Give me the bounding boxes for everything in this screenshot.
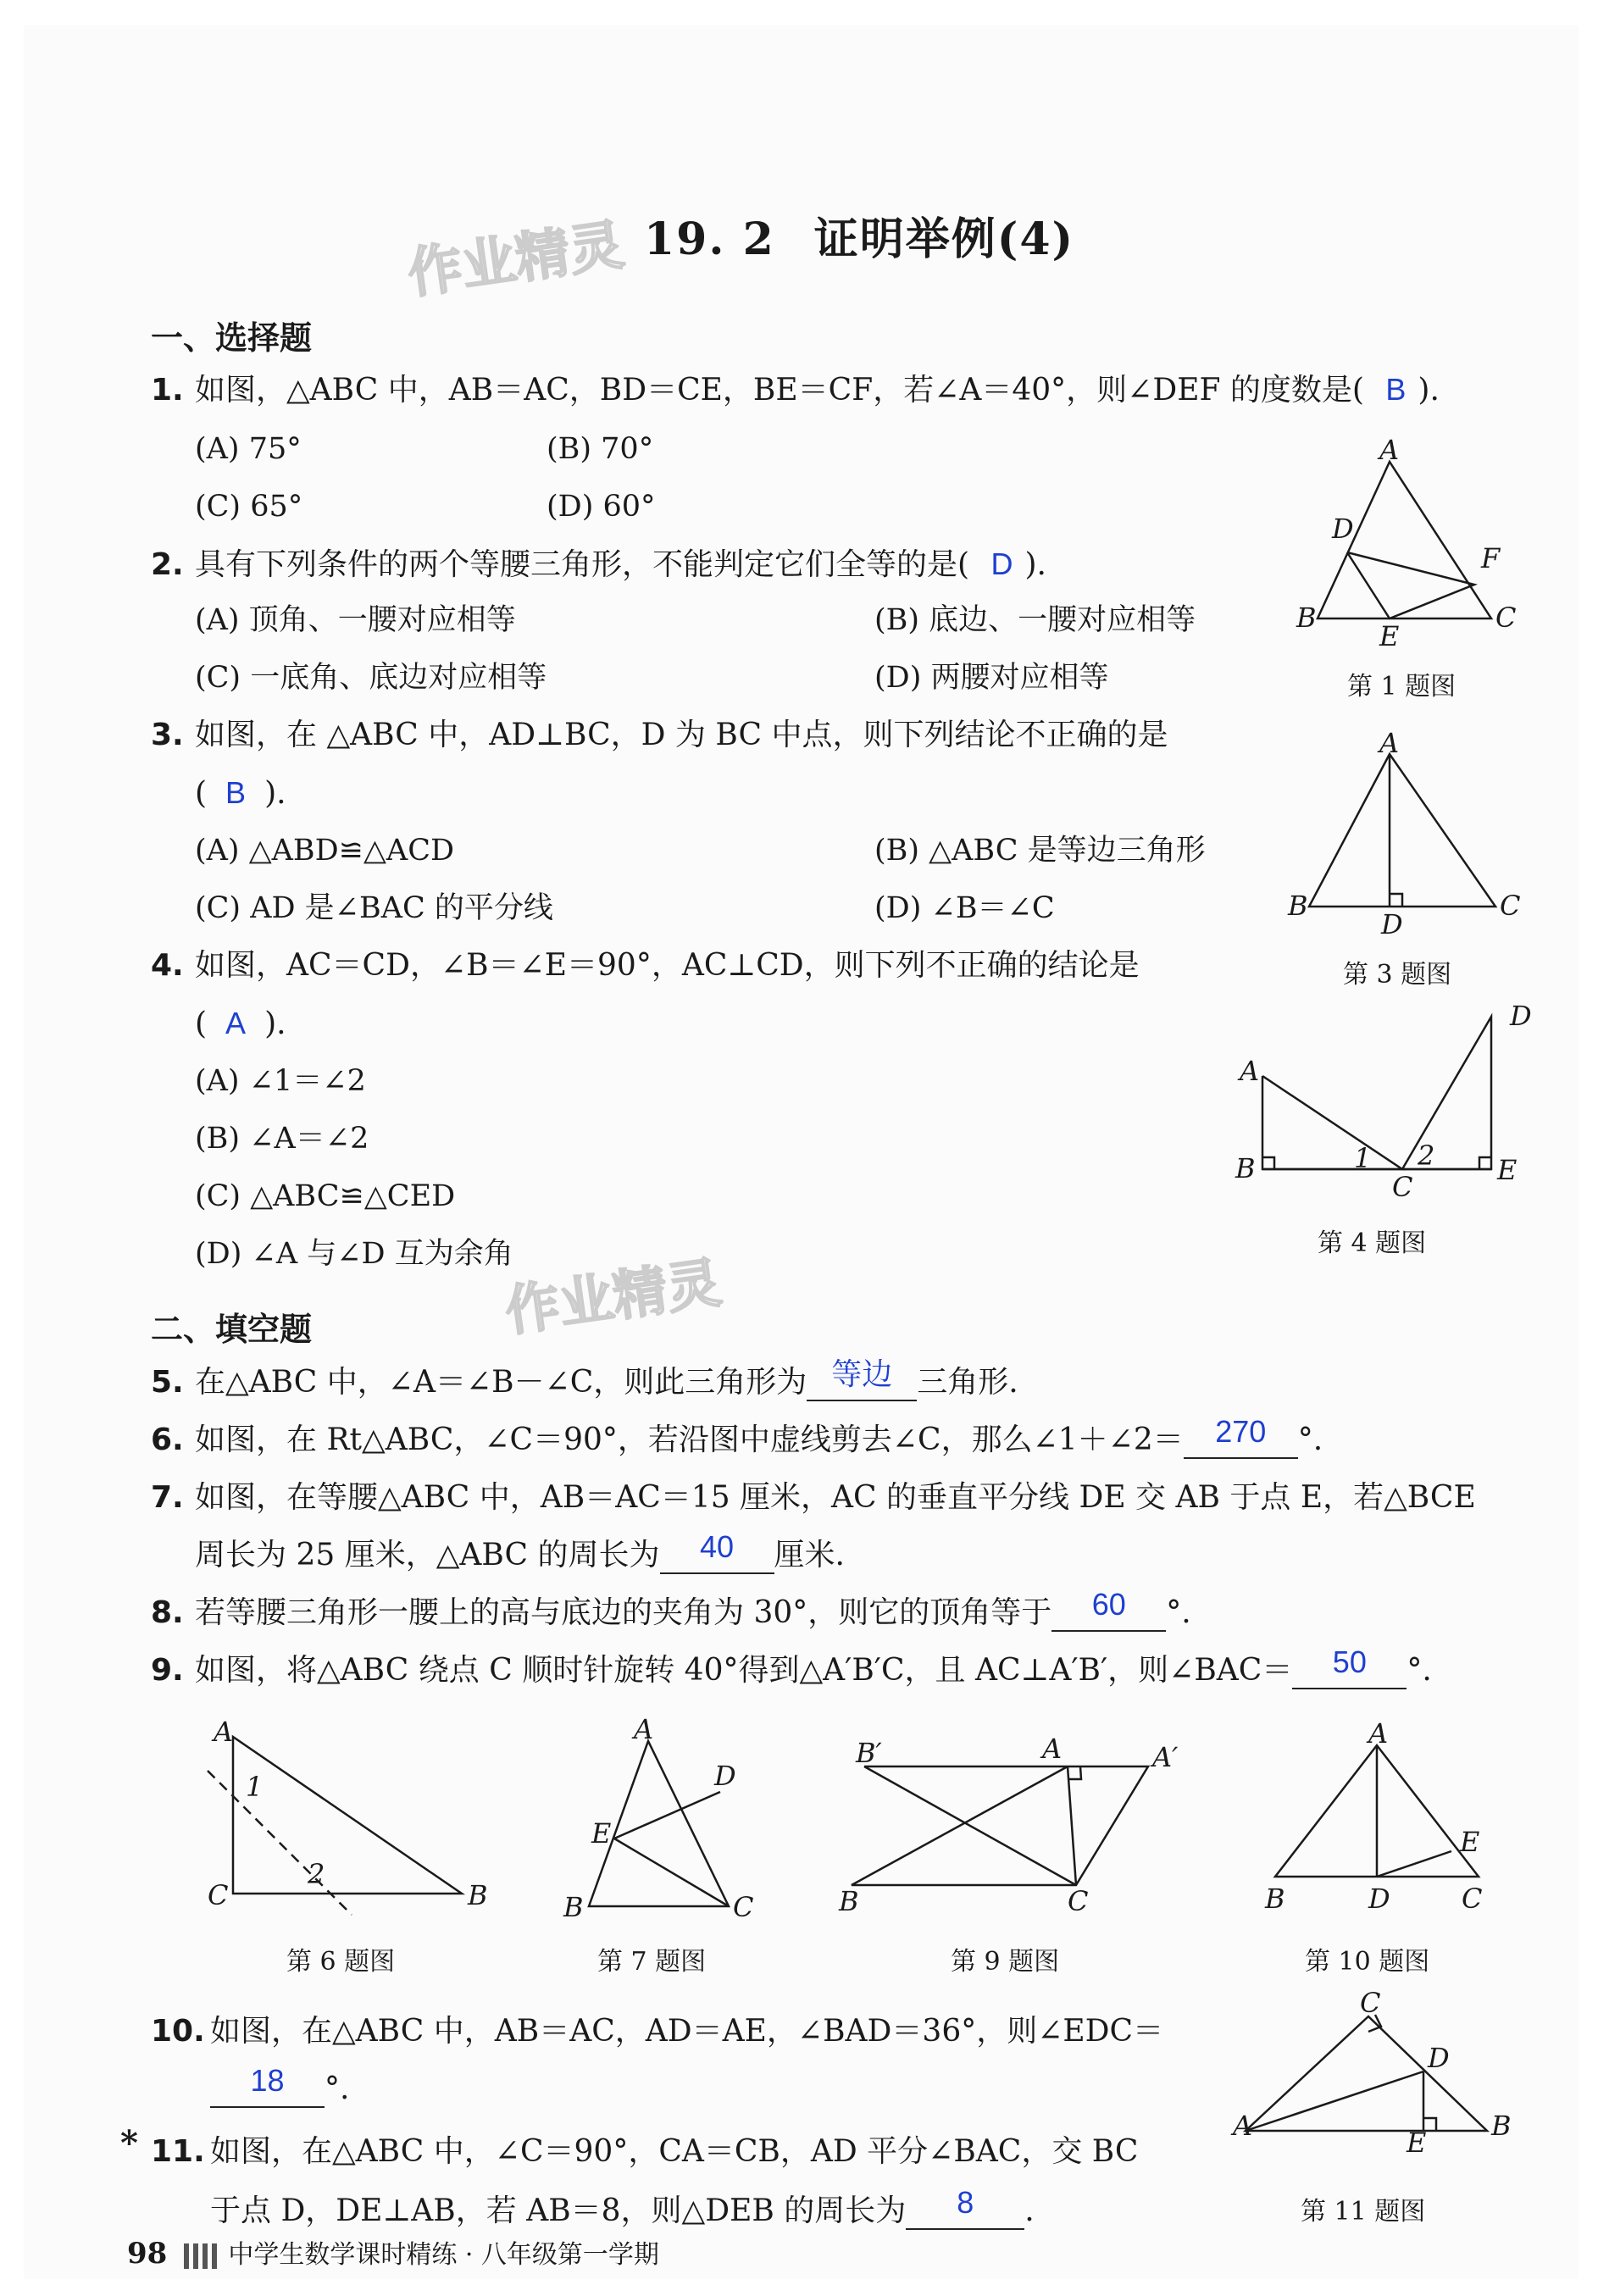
- triangle-ced: [1402, 1017, 1491, 1169]
- label-b: B: [1296, 602, 1317, 634]
- label-c: C: [1495, 602, 1517, 634]
- option: (B) 底边、一腰对应相等: [874, 603, 1196, 637]
- bisector-ad: [1246, 2071, 1423, 2131]
- blank-6[interactable]: [1184, 1414, 1298, 1459]
- figure-q3: [1288, 727, 1525, 940]
- option: (D) 两腰对应相等: [874, 661, 1109, 695]
- caption-q1: 第 1 题图: [1347, 672, 1457, 702]
- question-6: 6. 如图，在 Rt△ABC，∠C＝90°，若沿图中虚线剪去∠C，那么∠1＋∠2＝ 270 °.: [151, 1414, 1323, 1457]
- option: (D) ∠A 与∠D 互为余角: [195, 1237, 513, 1271]
- label-c: C: [733, 1891, 754, 1923]
- option: (A) △ABD≌△ACD: [195, 834, 455, 868]
- section-fill: 二、填空题: [151, 1311, 313, 1348]
- label-c: C: [1360, 1987, 1381, 2019]
- bisector-de: [614, 1792, 720, 1838]
- answer-1: B: [1385, 372, 1407, 407]
- label-d: D: [1428, 2042, 1450, 2074]
- label-d: D: [1332, 513, 1354, 545]
- option: (A) ∠1＝∠2: [195, 1064, 366, 1098]
- label-a: A: [1240, 1055, 1260, 1087]
- label-a: A: [1233, 2110, 1253, 2142]
- option: (D) 60°: [547, 490, 656, 524]
- question-10-line-2: 18 °.: [210, 2071, 349, 2108]
- page-footer: [127, 2233, 659, 2271]
- label-a: A: [1368, 1717, 1389, 1750]
- triangle-abc: [1262, 1076, 1402, 1169]
- right-angle-e: [1479, 1157, 1491, 1169]
- label-b: B: [1235, 1152, 1256, 1184]
- question-11-line-2: 于点 D，DE⊥AB，若 AB＝8，则△DEB 的周长为 8 .: [210, 2185, 1035, 2228]
- caption-q9: 第 9 题图: [951, 1947, 1060, 1977]
- answer-11: 8: [957, 2185, 974, 2220]
- answer-4: A: [225, 1006, 247, 1040]
- label-b: B: [1491, 2110, 1512, 2142]
- triangle-abc: [233, 1737, 462, 1894]
- right-angle-mark: [1068, 1766, 1081, 1779]
- question-2: 2. 具有下列条件的两个等腰三角形，不能判定它们全等的是( D ).: [151, 546, 1046, 582]
- label-e: E: [1460, 1826, 1480, 1858]
- label-c: C: [1500, 890, 1521, 922]
- option: (C) △ABC≌△CED: [195, 1179, 456, 1213]
- label-c: C: [208, 1879, 229, 1911]
- label-e: E: [591, 1817, 612, 1850]
- page-title: 19. 2 证明举例(4): [644, 214, 1075, 265]
- label-c: C: [1462, 1883, 1483, 1915]
- label-c: C: [1068, 1885, 1089, 1917]
- section-choice: 一、选择题: [151, 319, 313, 357]
- figure-q6: [203, 1716, 488, 1915]
- answer-8: 60: [1091, 1587, 1126, 1622]
- label-a: A: [1042, 1733, 1063, 1765]
- answer-10: 18: [250, 2063, 285, 2098]
- question-1: 1. 如图，△ABC 中，AB＝AC，BD＝CE，BE＝CF，若∠A＝40°，则∠DEF 的度数是( B ).: [151, 372, 1440, 408]
- label-d: D: [714, 1760, 736, 1792]
- caption-q11: 第 11 题图: [1301, 2197, 1426, 2227]
- label-d: D: [1368, 1883, 1390, 1915]
- option: (A) 顶角、一腰对应相等: [195, 603, 516, 637]
- question-7-line-2: 周长为 25 厘米，△ABC 的周长为 40 厘米.: [195, 1529, 845, 1572]
- figure-q9: [839, 1720, 1195, 1915]
- label-d: D: [1510, 1000, 1532, 1032]
- figure-q11: [1233, 1987, 1512, 2159]
- option: (B) 70°: [547, 432, 654, 466]
- caption-q7: 第 7 题图: [597, 1947, 707, 1977]
- blank-8[interactable]: [1051, 1587, 1166, 1632]
- right-angle-b: [1262, 1157, 1274, 1169]
- page-number: 98: [127, 2237, 168, 2271]
- answer-7: 40: [699, 1529, 735, 1564]
- option: (B) ∠A＝∠2: [195, 1122, 369, 1156]
- label-a: A: [1379, 434, 1400, 466]
- label-b-prime: B′: [856, 1737, 882, 1769]
- option: (D) ∠B＝∠C: [874, 891, 1055, 925]
- caption-q4: 第 4 题图: [1318, 1228, 1427, 1258]
- blank-10[interactable]: [210, 2063, 325, 2108]
- segment-de: [1377, 1851, 1451, 1877]
- book-title: 中学生数学课时精练 · 八年级第一学期: [228, 2240, 659, 2270]
- footer-bars-icon: [184, 2243, 218, 2269]
- label-d: D: [1381, 908, 1403, 940]
- watermark: 作业精灵: [403, 214, 628, 307]
- label-a: A: [634, 1713, 654, 1745]
- option: (C) 一底角、底边对应相等: [195, 661, 547, 695]
- triangle-abc: [1309, 754, 1495, 907]
- caption-q10: 第 10 题图: [1305, 1947, 1430, 1977]
- answer-3: B: [225, 775, 247, 810]
- answer-5: 等边: [831, 1356, 893, 1391]
- label-a: A: [1379, 727, 1400, 759]
- figure-q4: [1233, 1000, 1532, 1203]
- right-angle-mark: [1390, 894, 1402, 907]
- label-b: B: [468, 1879, 488, 1911]
- blank-7[interactable]: [660, 1529, 774, 1574]
- question-3-answer-line: ( B ).: [195, 775, 286, 811]
- triangle-abc: [1246, 2016, 1487, 2131]
- question-10: 10. 如图，在△ABC 中，AB＝AC，AD＝AE，∠BAD＝36°，则∠EDC＝: [151, 2014, 1164, 2049]
- label-2: 2: [308, 1858, 325, 1890]
- question-3: 3. 如图，在 △ABC 中，AD⊥BC，D 为 BC 中点，则下列结论不正确的是: [151, 718, 1168, 752]
- answer-6: 270: [1215, 1414, 1267, 1449]
- label-b: B: [839, 1885, 859, 1917]
- question-4: 4. 如图，AC＝CD，∠B＝∠E＝90°，AC⊥CD，则下列不正确的结论是: [151, 948, 1140, 983]
- question-8: 8. 若等腰三角形一腰上的高与底边的夹角为 30°，则它的顶角等于 60 °.: [151, 1587, 1191, 1630]
- segment-ac: [1068, 1766, 1076, 1885]
- option: (A) 75°: [195, 432, 302, 466]
- figure-q1: [1296, 434, 1517, 652]
- label-b: B: [1265, 1883, 1285, 1915]
- label-f: F: [1481, 542, 1501, 574]
- blank-5[interactable]: [807, 1356, 917, 1401]
- question-5: 5. 在△ABC 中，∠A＝∠B－∠C，则此三角形为 等边 三角形.: [151, 1356, 1018, 1400]
- figure-q10: [1258, 1717, 1504, 1915]
- label-e: E: [1379, 620, 1400, 652]
- caption-q3: 第 3 题图: [1343, 960, 1452, 990]
- challenge-star: *: [120, 2123, 138, 2163]
- label-2: 2: [1418, 1140, 1435, 1172]
- question-4-answer-line: ( A ).: [195, 1006, 286, 1041]
- answer-2: D: [990, 546, 1013, 581]
- label-e: E: [1497, 1154, 1518, 1186]
- label-e: E: [1407, 2127, 1427, 2159]
- label-1: 1: [246, 1771, 264, 1803]
- answer-9: 50: [1332, 1644, 1367, 1679]
- option: (B) △ABC 是等边三角形: [874, 834, 1206, 868]
- blank-11[interactable]: [906, 2185, 1024, 2230]
- blank-9[interactable]: [1292, 1644, 1407, 1689]
- segment-b-prime-c: [864, 1766, 1076, 1885]
- watermark: 作业精灵: [501, 1251, 725, 1345]
- label-b: B: [1288, 890, 1308, 922]
- label-c: C: [1392, 1171, 1413, 1203]
- option: (C) AD 是∠BAC 的平分线: [195, 891, 553, 925]
- caption-q6: 第 6 题图: [286, 1947, 396, 1977]
- question-7: 7. 如图，在等腰△ABC 中，AB＝AC＝15 厘米，AC 的垂直平分线 DE 交 AB 于点 E，若△BCE: [151, 1480, 1476, 1515]
- label-1: 1: [1354, 1142, 1372, 1174]
- question-11: 11. 如图，在△ABC 中，∠C＝90°，CA＝CB，AD 平分∠BAC，交 BC: [151, 2134, 1139, 2169]
- option: (C) 65°: [195, 490, 303, 524]
- figure-q7: [559, 1713, 771, 1923]
- question-9: 9. 如图，将△ABC 绕点 C 顺时针旋转 40°得到△A′B′C，且 AC⊥A′B′，则∠BAC＝ 50 °.: [151, 1644, 1432, 1688]
- label-a: A: [214, 1716, 234, 1748]
- label-a-prime: A′: [1152, 1741, 1179, 1773]
- label-b: B: [563, 1891, 584, 1923]
